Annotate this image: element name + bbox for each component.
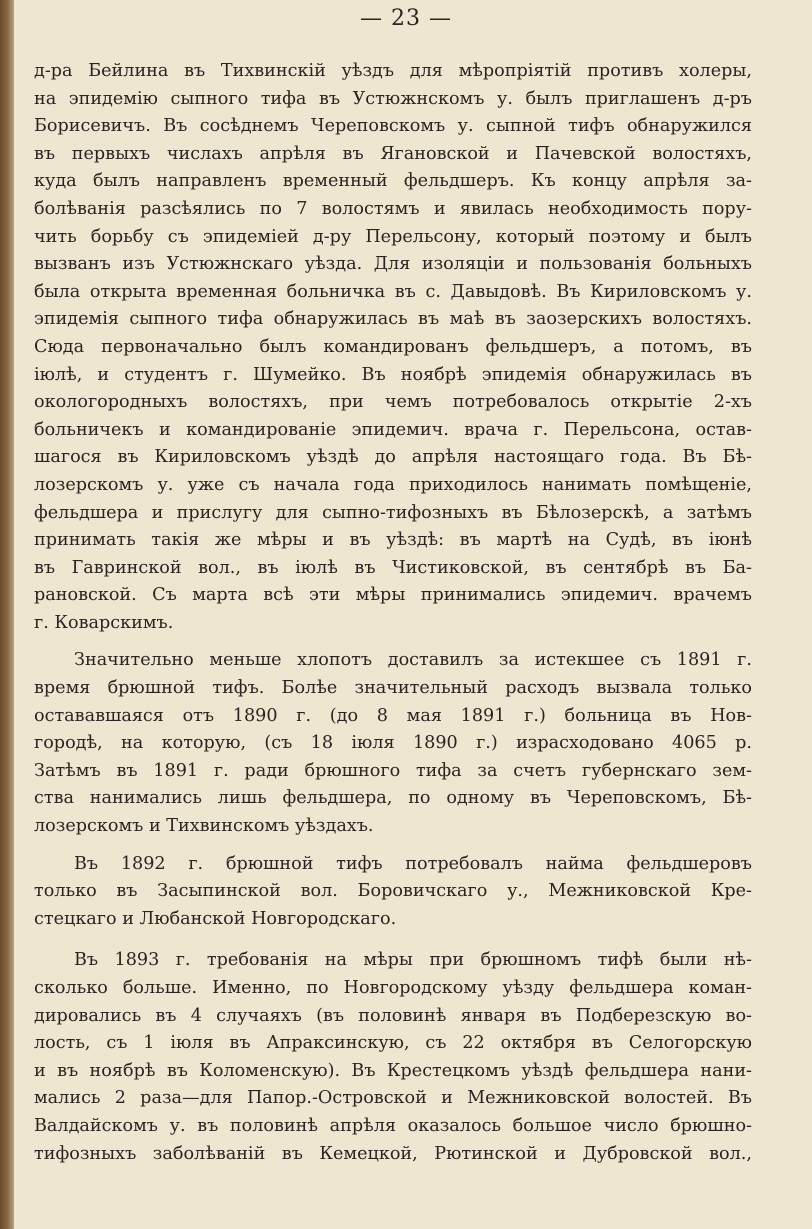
text-line: Валдайскомъ у. въ половинѣ апрѣля оказалось большое число брюшно- bbox=[34, 1115, 752, 1136]
text-line: лозерскомъ у. уже съ начала года приходилось нанимать помѣщеніе, bbox=[34, 474, 752, 495]
page-number: — 23 — bbox=[360, 6, 452, 31]
text-line: принимать такія же мѣры и въ уѣздѣ: въ мартѣ на Судѣ, въ іюнѣ bbox=[34, 530, 752, 551]
text-line: городѣ, на которую, (съ 18 іюля 1890 г.) израсходовано 4065 р. bbox=[34, 733, 752, 754]
paragraph-gap bbox=[34, 841, 752, 851]
text-line: стецкаго и Любанской Новгородскаго. bbox=[34, 908, 397, 929]
text-line: фельдшера и прислугу для сыпно-тифозныхъ въ Бѣлозерскѣ, а затѣмъ bbox=[34, 502, 752, 523]
book-binding-edge bbox=[0, 0, 14, 1229]
text-line: д-ра Бейлина въ Тихвинскій уѣздъ для мѣропріятій противъ холеры, bbox=[34, 61, 752, 81]
text-line: тифозныхъ заболѣваній въ Кемецкой, Рютинской и Дубровской вол., bbox=[34, 1143, 752, 1164]
text-line: мались 2 раза—для Папор.-Островской и Межниковской волостей. Въ bbox=[34, 1088, 752, 1109]
text-line: рановской. Съ марта всѣ эти мѣры принимались эпидемич. врачемъ bbox=[34, 585, 752, 606]
text-line: была открыта временная больничка въ с. Давыдовѣ. Въ Кириловскомъ у. bbox=[34, 281, 752, 302]
text-line: только въ Засыпинской вол. Боровичскаго у., Межниковской Кре- bbox=[34, 881, 752, 902]
text-line: болѣванія разсѣялись по 7 волостямъ и явилась необходимость пору- bbox=[34, 198, 752, 219]
text-line: время брюшной тифъ. Болѣе значительный расходъ вызвала только bbox=[34, 678, 752, 699]
text-line: чить борьбу съ эпидеміей д-ру Перельсону, который поэтому и былъ bbox=[34, 226, 752, 247]
text-line: остававшаяся отъ 1890 г. (до 8 мая 1891 г.) больница въ Нов- bbox=[34, 705, 752, 726]
text-line: вызванъ изъ Устюжнскаго уѣзда. Для изоляціи и пользованія больныхъ bbox=[34, 254, 752, 275]
text-line: Въ 1893 г. требованія на мѣры при брюшномъ тифѣ были нѣ- bbox=[74, 950, 752, 971]
text-line: сколько больше. Именно, по Новгородскому уѣзду фельдшера коман- bbox=[34, 978, 752, 998]
text-line: Значительно меньше хлопотъ доставилъ за истекшее съ 1891 г. bbox=[74, 650, 752, 671]
text-line: дировались въ 4 случаяхъ (въ половинѣ января въ Подберезскую во- bbox=[34, 1005, 752, 1026]
text-line: Борисевичъ. Въ сосѣднемъ Череповскомъ у. сыпной тифъ обнаружился bbox=[34, 116, 752, 137]
text-line: Затѣмъ въ 1891 г. ради брюшного тифа за счетъ губернскаго зем- bbox=[34, 760, 752, 781]
text-line: больничекъ и командированіе эпидемич. врача г. Перельсона, остав- bbox=[34, 419, 752, 440]
text-line: лость, съ 1 іюля въ Апраксинскую, съ 22 октября въ Селогорскую bbox=[34, 1033, 752, 1054]
body-text bbox=[34, 58, 752, 1168]
text-line: г. Коварскимъ. bbox=[34, 612, 174, 633]
text-line: на эпидемію сыпного тифа въ Устюжнскомъ у. былъ приглашенъ д-ръ bbox=[34, 88, 752, 109]
text-line: лозерскомъ и Тихвинскомъ уѣздахъ. bbox=[34, 816, 374, 837]
text-line: шагося въ Кириловскомъ уѣздѣ до апрѣля настоящаго года. Въ Бѣ- bbox=[34, 447, 752, 468]
text-line: іюлѣ, и студентъ г. Шумейко. Въ ноябрѣ эпидемія обнаружилась въ bbox=[34, 364, 752, 385]
text-line: въ первыхъ числахъ апрѣля въ Ягановской и Пачевской волостяхъ, bbox=[34, 143, 752, 164]
text-line: Сюда первоначально былъ командированъ фельдшеръ, а потомъ, въ bbox=[34, 336, 752, 357]
paragraph-gap bbox=[34, 637, 752, 647]
text-line: и въ ноябрѣ въ Коломенскую). Въ Крестецкомъ уѣздѣ фельдшера нани- bbox=[34, 1060, 752, 1081]
text-line: окологородныхъ волостяхъ, при чемъ потребовалось открытіе 2-хъ bbox=[34, 392, 752, 413]
text-line: эпидемія сыпного тифа обнаружилась въ маѣ въ заозерскихъ волостяхъ. bbox=[34, 309, 752, 330]
text-line: ства нанимались лишь фельдшера, по одному въ Череповскомъ, Бѣ- bbox=[34, 788, 752, 809]
paragraph-gap bbox=[34, 933, 752, 947]
text-line: куда былъ направленъ временный фельдшеръ. Къ концу апрѣля за- bbox=[34, 171, 752, 192]
text-line: въ Гавринской вол., въ іюлѣ въ Чистиковской, въ сентябрѣ въ Ба- bbox=[34, 557, 752, 578]
text-line: Въ 1892 г. брюшной тифъ потребовалъ найма фельдшеровъ bbox=[74, 853, 752, 874]
